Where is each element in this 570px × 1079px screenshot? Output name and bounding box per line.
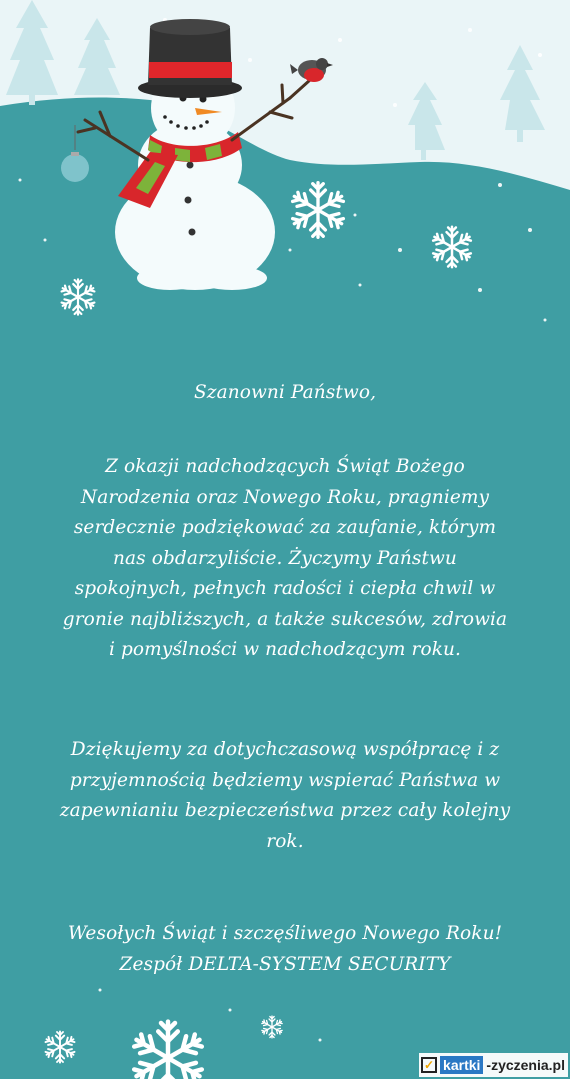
closing-wishes: [20, 919, 550, 980]
paragraph-line: Dziękujemy za dotychczasową współpracę i z: [70, 739, 500, 760]
paragraph-line: zapewnianiu bezpieczeństwa przez cały kolejny: [59, 800, 511, 821]
logo-domain: -zyczenia.pl: [486, 1057, 565, 1073]
snowflake-icon: [261, 1016, 283, 1038]
paragraph-line: i pomyślności w nadchodzącym roku.: [108, 639, 462, 660]
paragraph-line: nas obdarzyliście. Życzymy Państwu: [113, 547, 457, 569]
wishes-line: Wesołych Świąt i szczęśliwego Nowego Roku!: [67, 923, 503, 944]
paragraph-line: Narodzenia oraz Nowego Roku, pragniemy: [80, 486, 490, 508]
site-logo-link[interactable]: [419, 1053, 568, 1077]
paragraph-line: rok.: [266, 830, 304, 852]
snowflake-icon: [291, 183, 346, 238]
paragraph-line: Z okazji nadchodzących Świąt Bożego: [105, 456, 465, 477]
paragraph-line: przyjemnością będziemy wspierać Państwa w: [69, 769, 501, 791]
snowflake-icon: [132, 1022, 205, 1079]
snowflake-icon: [44, 1031, 75, 1062]
thanks-paragraph: [20, 452, 550, 666]
greeting-line: [20, 378, 550, 409]
signature-line: Zespół DELTA-SYSTEM SECURITY: [119, 953, 451, 975]
paragraph-line: spokojnych, pełnych radości i ciepła chwil w: [74, 578, 496, 599]
logo-highlight: kartki: [440, 1056, 483, 1074]
checkmark-icon: ✓: [421, 1057, 437, 1073]
snowflake-icon: [432, 227, 473, 268]
paragraph-line: serdecznie podziękować za zaufanie, którym: [73, 517, 497, 538]
paragraph-line: gronie najbliższych, a także sukcesów, zdrowia: [62, 608, 508, 630]
cooperation-paragraph: [20, 735, 550, 857]
snowflake-icon: [60, 279, 95, 314]
greeting-text: Szanowni Państwo,: [193, 382, 377, 403]
